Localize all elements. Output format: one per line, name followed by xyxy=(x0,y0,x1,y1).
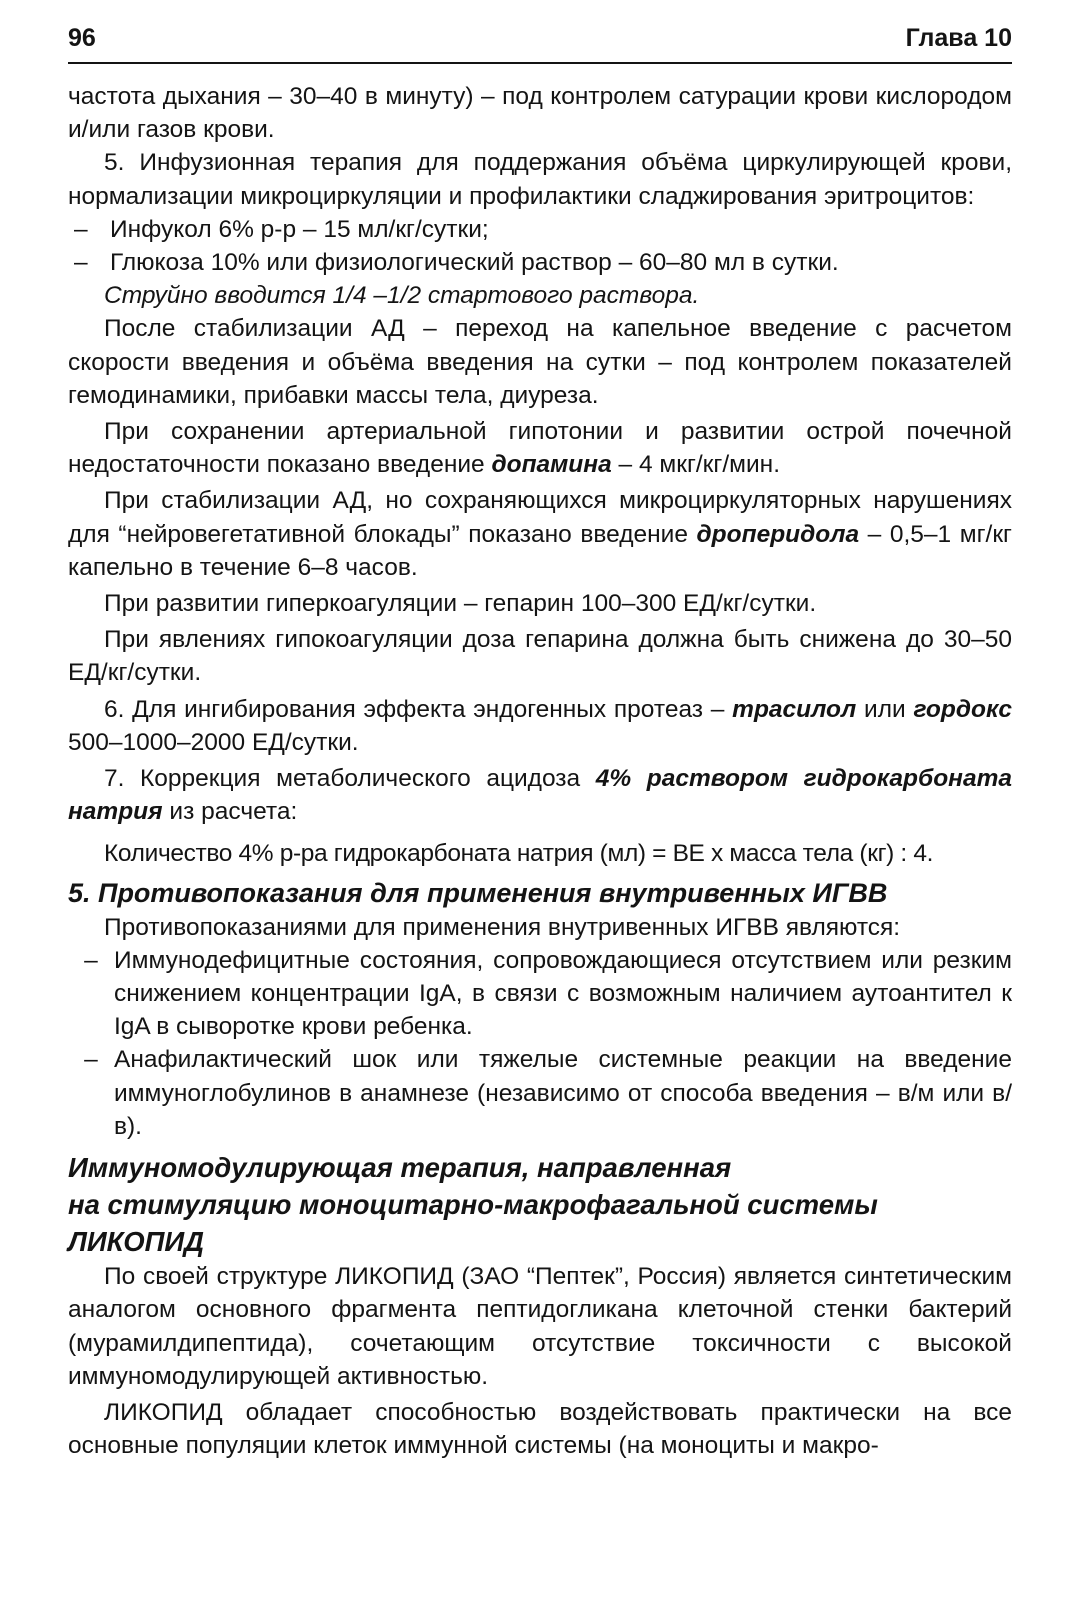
paragraph-infusion: 5. Инфузионная терапия для поддержания объёма циркулирующей крови, нормализации микроциркуляции и профилактики сладжирования эритроцитов: xyxy=(68,149,1012,210)
paragraph-acidosis xyxy=(68,762,1012,828)
page-body xyxy=(68,80,1012,1462)
list-item-infukol xyxy=(68,213,1012,246)
text-run: или xyxy=(856,695,914,723)
dash-marker: – xyxy=(74,249,88,277)
formula-bicarbonate: Количество 4% р-ра гидрокарбоната натрия (мл) = BE x масса тела (кг) : 4. xyxy=(104,840,934,868)
text-run: – 0,5–1 мг/кг капельно в течение 6–8 часов. xyxy=(68,520,1012,581)
list-item-text: Инфукол 6% р-р – 15 мл/кг/сутки; xyxy=(110,215,489,243)
paragraph-hypercoagulation: При развитии гиперкоагуляции – гепарин 100–300 ЕД/кг/сутки. xyxy=(104,590,817,618)
dash-marker: – xyxy=(84,1046,98,1074)
section-heading-immunomodulation xyxy=(68,1149,1012,1260)
paragraph-protease xyxy=(68,693,1012,759)
list-item-immunodeficiency xyxy=(68,944,1012,1044)
paragraph-stabilization: После стабилизации АД – переход на капельное введение с расчетом скорости введения и объёма введения на сутки – под контролем показателей гемодинамики, прибавки массы тела, диуреза. xyxy=(68,315,1012,409)
paragraph-microcirculation xyxy=(68,484,1012,584)
text-run: При стабилизации АД, но сохраняющихся микроциркуляторных нарушениях для “нейровегетативной блокады” показано введение xyxy=(68,487,1012,548)
text-run: 6. Для ингибирования эффекта эндогенных протеаз – xyxy=(104,695,733,723)
text-run: 7. Коррекция метаболического ацидоза xyxy=(104,765,596,793)
paragraph-breathing: частота дыхания – 30–40 в минуту) – под контролем сатурации крови кислородом и/или газов крови. xyxy=(68,83,1012,144)
paragraph-likopid-structure: По своей структуре ЛИКОПИД (ЗАО “Пептек”, Россия) является синтетическим аналогом основного фрагмента пептидогликана клеточной стенки бактерий (мурамилдипептида), сочетающим отсутствие токсичности с высокой иммуномодулирующей активностью. xyxy=(68,1263,1012,1390)
list-item-anaphylaxis xyxy=(68,1043,1012,1143)
paragraph-likopid-action: ЛИКОПИД обладает способностью воздействовать практически на все основные популяции клеток иммунной системы (на моноциты и макро- xyxy=(68,1398,1012,1460)
heading-line: на стимуляцию моноцитарно-макрофагальной системы xyxy=(68,1189,878,1221)
page-header xyxy=(68,22,1012,64)
italic-note: Струйно вводится 1/4 –1/2 стартового раствора. xyxy=(104,282,700,310)
text-run: При сохранении артериальной гипотонии и развитии острой почечной недостаточности показано введение xyxy=(68,418,1012,479)
dash-marker: – xyxy=(74,215,88,243)
paragraph-contraindications-intro: Противопоказаниями для применения внутривенных ИГВВ являются: xyxy=(104,913,901,941)
chapter-title: Глава 10 xyxy=(905,24,1012,52)
list-item-text: Иммунодефицитные состояния, сопровождающиеся отсутствием или резким снижением концентрации IgA, в связи с возможным наличием аутоантител к IgA в сыворотке крови ребенка. xyxy=(114,946,1012,1041)
section-heading-contraindications: 5. Противопоказания для применения внутривенных ИГВВ xyxy=(68,877,888,908)
text-run: из расчета: xyxy=(162,798,298,826)
paragraph-hypocoagulation: При явлениях гипокоагуляции доза гепарина должна быть снижена до 30–50 ЕД/кг/сутки. xyxy=(68,626,1012,687)
list-item-glucose xyxy=(68,246,1012,279)
list-item-text: Анафилактический шок или тяжелые системные реакции на введение иммуноглобулинов в анамнезе (независимо от способа введения – в/м или в/в). xyxy=(114,1046,1012,1140)
drug-name-bicarbonate: 4% раствором гидрокарбоната натрия xyxy=(68,765,1012,826)
drug-name-droperidol: дроперидола xyxy=(696,520,860,548)
text-run: – 4 мкг/кг/мин. xyxy=(611,451,781,479)
drug-name-trasylol: трасилол xyxy=(732,695,857,723)
heading-line: Иммуномодулирующая терапия, направленная xyxy=(68,1152,732,1184)
list-item-text: Глюкоза 10% или физиологический раствор – 60–80 мл в сутки. xyxy=(110,249,839,277)
heading-line: ЛИКОПИД xyxy=(68,1226,205,1258)
drug-name-gordox: гордокс xyxy=(913,695,1012,723)
paragraph-hypotension xyxy=(68,415,1012,481)
drug-name-dopamine: допамина xyxy=(491,451,612,479)
page-number: 96 xyxy=(68,24,96,52)
dash-marker: – xyxy=(84,946,98,974)
text-run: 500–1000–2000 ЕД/сутки. xyxy=(68,728,359,756)
